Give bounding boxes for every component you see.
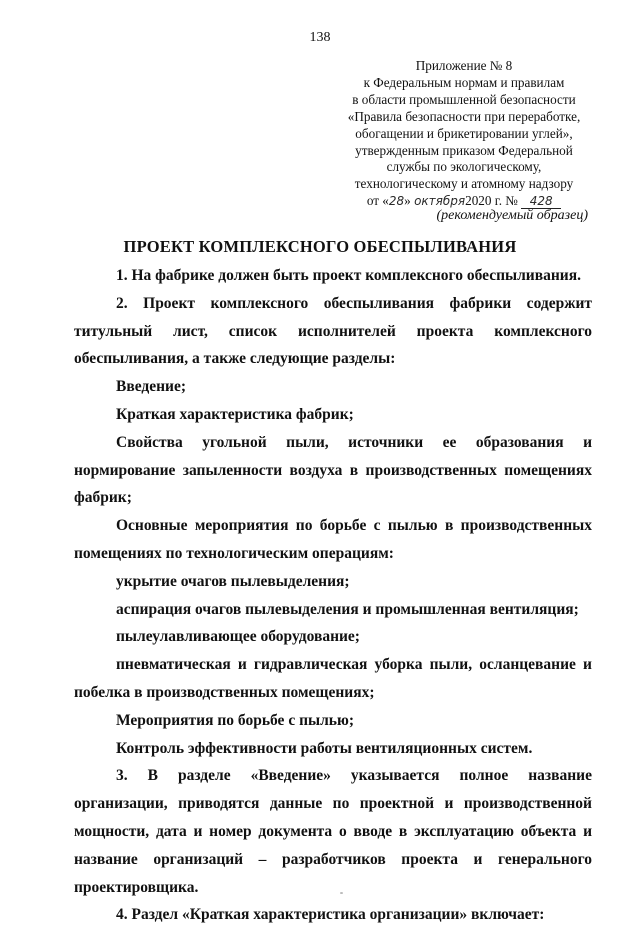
paragraph: Основные мероприятия по борьбе с пылью в производственных помещениях по технологическим операциям:: [74, 517, 592, 562]
paragraph: укрытие очагов пылевыделения;: [116, 572, 350, 590]
paragraph: Мероприятия по борьбе с пылью;: [116, 711, 355, 729]
document-title: ПРОЕКТ КОМПЛЕКСНОГО ОБЕСПЫЛИВАНИЯ: [123, 237, 517, 256]
scan-speck: [340, 892, 343, 894]
document-body: [74, 262, 592, 929]
paragraph: 4. Раздел «Краткая характеристика организации» включает:: [116, 906, 545, 924]
paragraph: 1. На фабрике должен быть проект комплексного обеспыливания.: [116, 267, 581, 284]
appendix-line: технологическому и атомному надзору: [354, 176, 574, 192]
handwritten-month: октября: [414, 194, 466, 209]
appendix-line: обогащении и брикетировании углей»,: [355, 125, 573, 141]
appendix-line: Приложение № 8: [415, 58, 513, 73]
appendix-line: службы по экологическому,: [386, 159, 542, 175]
handwritten-day: 28: [388, 194, 405, 209]
appendix-line: утвержденным приказом Федеральной: [355, 142, 573, 158]
paragraph: 3. В разделе «Введение» указывается полное название организации, приводятся данные по проектной и производственной мощности, дата и номер документа о вводе в эксплуатацию объекта и название организаций – разработчиков проекта и генерального проектировщика.: [74, 767, 592, 896]
paragraph: Краткая характеристика фабрик;: [116, 405, 354, 423]
appendix-line: «Правила безопасности при переработке,: [347, 108, 581, 124]
paragraph: аспирация очагов пылевыделения и промышленная вентиляция;: [116, 600, 579, 618]
paragraph: 2. Проект комплексного обеспыливания фабрики содержит титульный лист, список исполнителей проекта комплексного обеспыливания, а также следующие разделы:: [74, 294, 592, 368]
recommended-label: (рекомендуемый образец): [436, 208, 588, 223]
paragraph: пылеулавливающее оборудование;: [116, 628, 360, 646]
appendix-header: [330, 58, 598, 210]
date-year-suffix: 2020 г. №: [465, 193, 518, 209]
paragraph: пневматическая и гидравлическая уборка пыли, осланцевание и побелка в производственных помещениях;: [74, 656, 592, 701]
paragraph: Контроль эффективности работы вентиляционных систем.: [116, 739, 533, 757]
paragraph: Введение;: [116, 378, 187, 396]
paragraph: Свойства угольной пыли, источники ее образования и нормирование запыленности воздуха в производственных помещениях фабрик;: [74, 433, 592, 507]
appendix-line: в области промышленной безопасности: [352, 91, 576, 107]
date-prefix: от «: [366, 193, 389, 209]
appendix-line: к Федеральным нормам и правилам: [363, 74, 565, 90]
page-number: 138: [309, 30, 331, 45]
date-mid: »: [404, 193, 411, 209]
handwritten-order-number: 428: [521, 195, 561, 209]
